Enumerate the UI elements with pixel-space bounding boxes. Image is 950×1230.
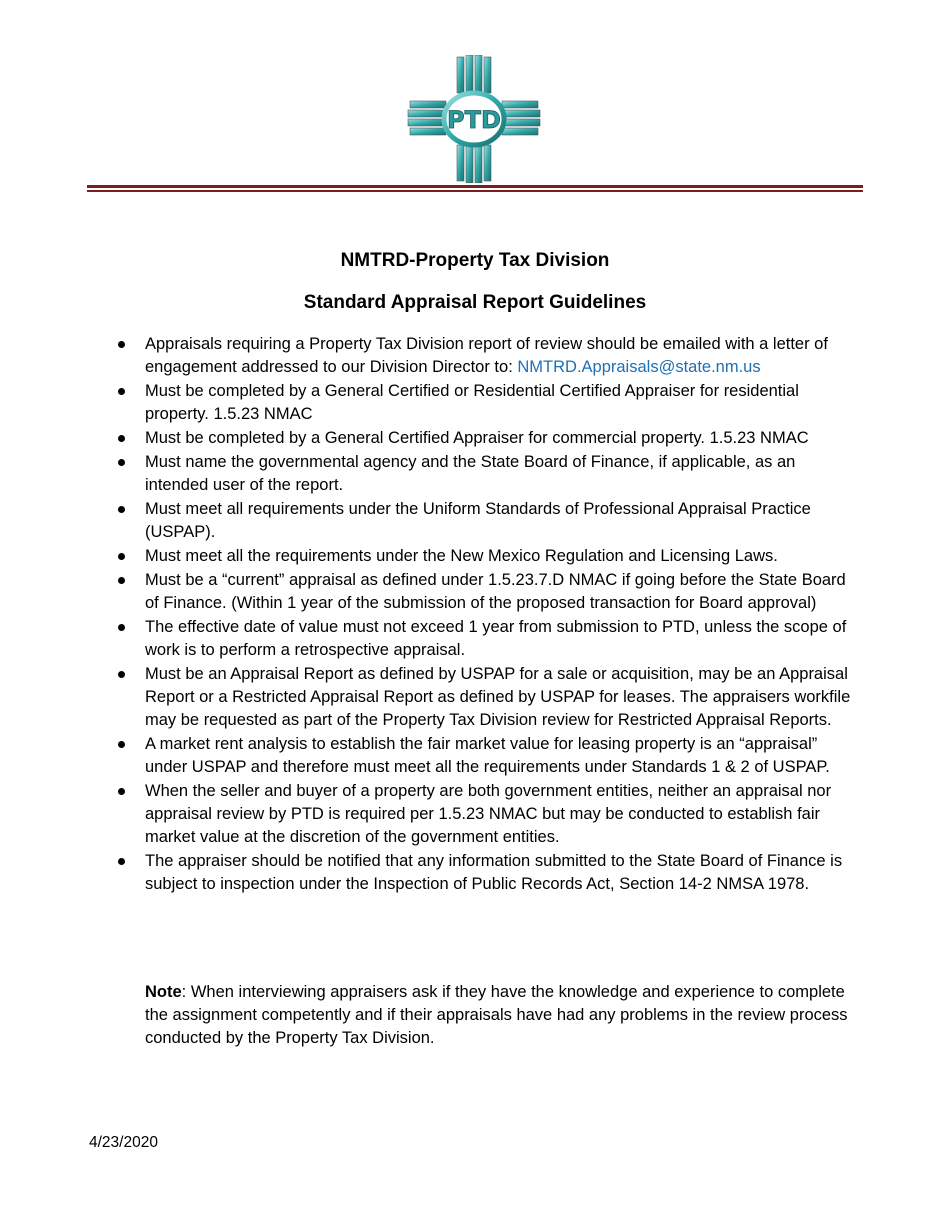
- list-item: [145, 663, 860, 732]
- note-label: Note: [145, 983, 182, 1001]
- list-item: [145, 498, 860, 544]
- list-item-text: Must be an Appraisal Report as defined by USPAP for a sale or acquisition, may be an Appraisal Report or a Restricted Appraisal Report as defined by USPAP for leases. The appraisers workfile may be requested as part of the Property Tax Division review for Restricted Appraisal Reports.: [145, 665, 851, 729]
- list-item: [145, 545, 860, 568]
- list-item: [145, 333, 860, 379]
- list-item-text: The effective date of value must not exceed 1 year from submission to PTD, unless the scope of work is to perform a retrospective appraisal.: [145, 618, 847, 659]
- ptd-zia-logo: [406, 55, 542, 183]
- list-item: [145, 850, 860, 896]
- logo-text: PTD: [447, 106, 501, 134]
- list-item-text: Must be a “current” appraisal as defined under 1.5.23.7.D NMAC if going before the State Board of Finance. (Within 1 year of the submission of the proposed transaction for Board approval): [145, 571, 846, 612]
- list-item-text: Must meet all requirements under the Uniform Standards of Professional Appraisal Practice (USPAP).: [145, 500, 811, 541]
- guidelines-list: [145, 333, 860, 897]
- list-item: [145, 780, 860, 849]
- list-item: [145, 380, 860, 426]
- list-item-text: Must be completed by a General Certified or Residential Certified Appraiser for residential property. 1.5.23 NMAC: [145, 382, 799, 423]
- list-item-text: Must meet all the requirements under the New Mexico Regulation and Licensing Laws.: [145, 547, 778, 565]
- list-item-text: Must name the governmental agency and the State Board of Finance, if applicable, as an intended user of the report.: [145, 453, 796, 494]
- list-item: [145, 569, 860, 615]
- header-rule-top: [87, 185, 863, 188]
- footer-date: 4/23/2020: [89, 1134, 158, 1151]
- document-subtitle: Standard Appraisal Report Guidelines: [303, 292, 647, 313]
- list-item-text: Appraisals requiring a Property Tax Division report of review should be emailed with a letter of engagement addressed to our Division Director to:: [145, 335, 828, 376]
- note-paragraph: [145, 981, 850, 1050]
- list-item-text: A market rent analysis to establish the fair market value for leasing property is an “appraisal” under USPAP and therefore must meet all the requirements under Standards 1 & 2 of USPAP.: [145, 735, 830, 776]
- note-text: : When interviewing appraisers ask if they have the knowledge and experience to complete the assignment competently and if their appraisals have had any problems in the review process conducted by the Property Tax Division.: [145, 983, 848, 1047]
- list-item-text: The appraiser should be notified that any information submitted to the State Board of Finance is subject to inspection under the Inspection of Public Records Act, Section 14-2 NMSA 1978.: [145, 852, 843, 893]
- list-item-text: Must be completed by a General Certified Appraiser for commercial property. 1.5.23 NMAC: [145, 429, 809, 447]
- list-item: [145, 427, 860, 450]
- list-item: [145, 616, 860, 662]
- list-item: [145, 733, 860, 779]
- list-item-text: When the seller and buyer of a property are both government entities, neither an appraisal nor appraisal review by PTD is required per 1.5.23 NMAC but may be conducted to establish fair market value at the discretion of the government entities.: [145, 782, 832, 846]
- list-item: [145, 451, 860, 497]
- header-rule-bottom: [87, 190, 863, 192]
- document-title: NMTRD-Property Tax Division: [340, 250, 610, 271]
- email-link[interactable]: NMTRD.Appraisals@state.nm.us: [517, 358, 761, 376]
- zia-symbol-icon: [406, 55, 542, 183]
